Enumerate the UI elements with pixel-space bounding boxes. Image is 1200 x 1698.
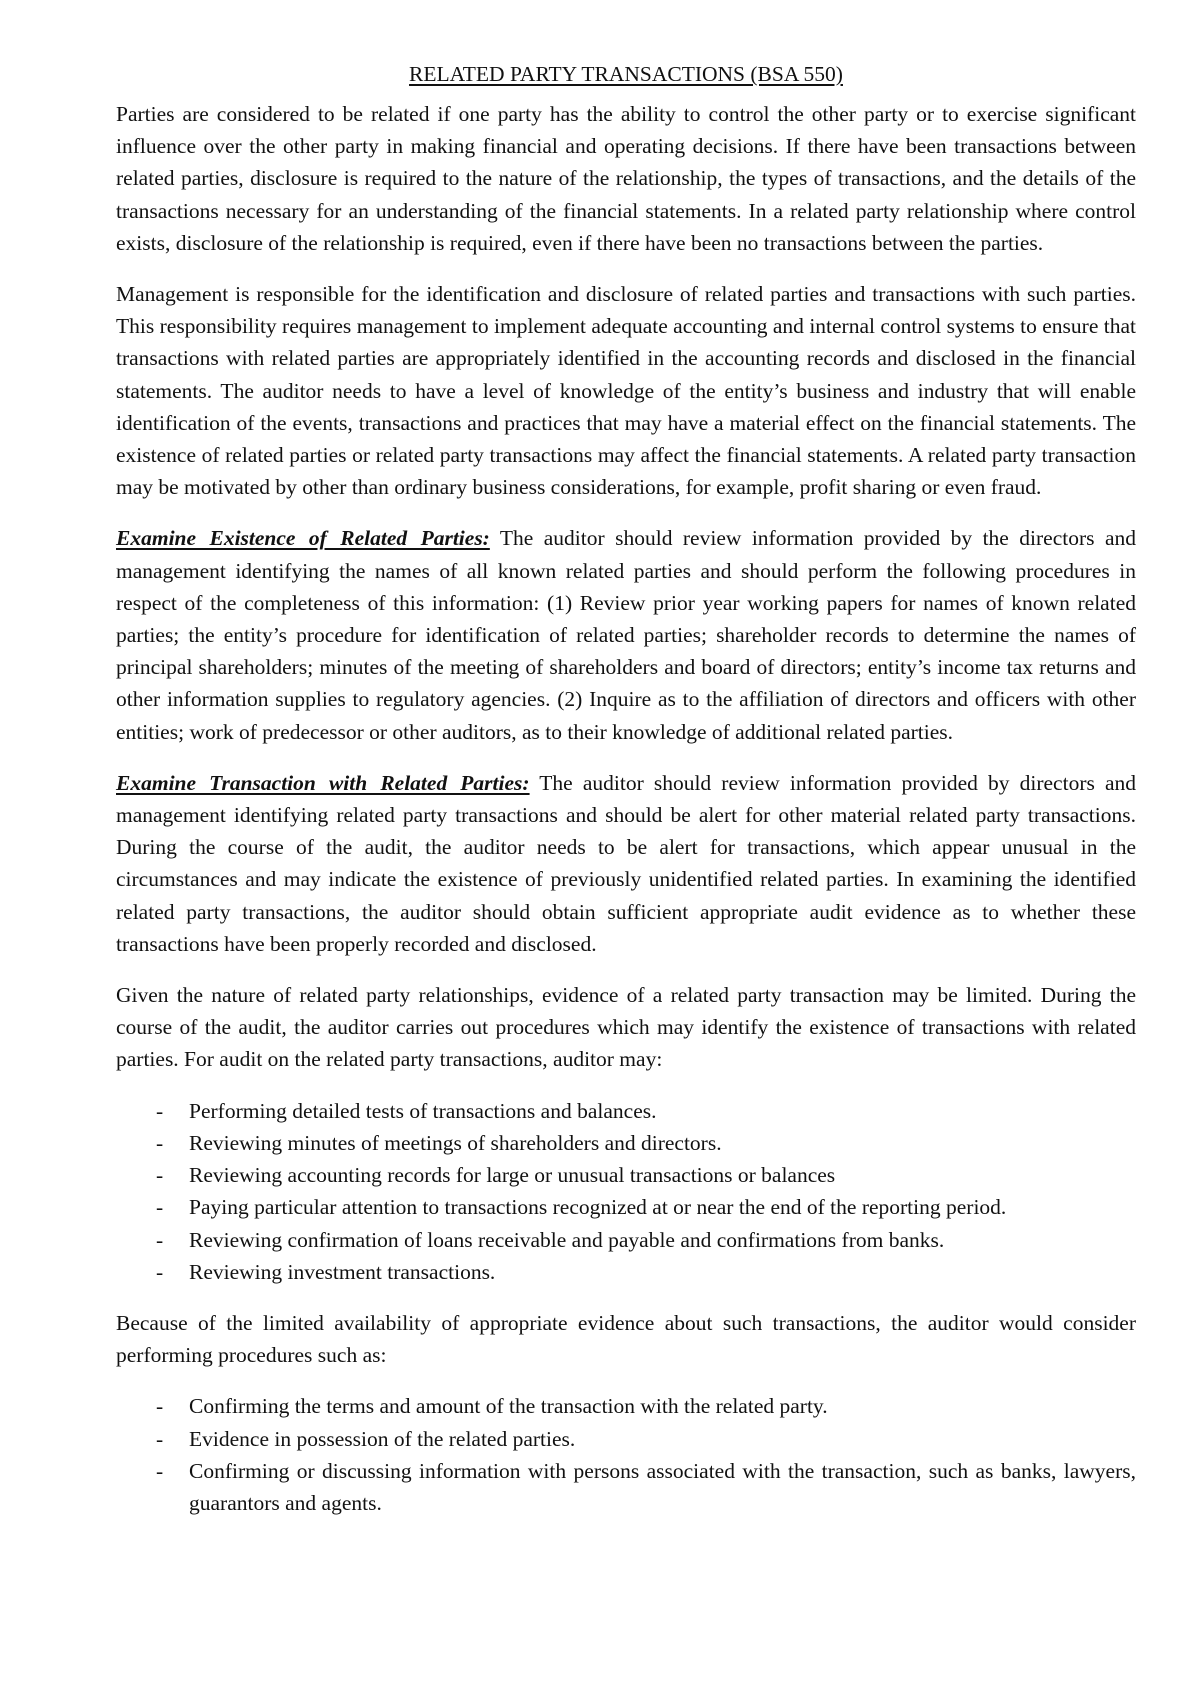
management-paragraph: Management is responsible for the identification and disclosure of related parties and transactions with such parties. This responsibility requires management to implement adequate accounting and internal control systems to ensure that transactions with related parties are appropriately identified in the accounting records and disclosed in the financial statements. The auditor needs to have a level of knowledge of the entity’s business and industry that will enable identification of the events, transactions and practices that may have a material effect on the financial statements. The existence of related parties or related party transactions may affect the financial statements. A related party transaction may be motivated by other than ordinary business considerations, for example, profit sharing or even fraud. <box>116 282 1136 500</box>
evidence-paragraph: Given the nature of related party relationships, evidence of a related party transaction may be limited. During the course of the audit, the auditor carries out procedures which may identify the existence of transactions with related parties. For audit on the related party transactions, auditor may: <box>116 983 1136 1072</box>
list-item: - Confirming or discussing information with persons associated with the transaction, such as banks, lawyers, guarantors and agents. <box>116 1455 1136 1519</box>
list-item: - Reviewing investment transactions. <box>116 1256 1136 1288</box>
limited-evidence-paragraph: Because of the limited availability of appropriate evidence about such transactions, the auditor would consider performing procedures such as: <box>116 1310 1136 1368</box>
intro-paragraph: Parties are considered to be related if one party has the ability to control the other party or to exercise significant influence over the other party in making financial and operating decisions. If there have been transactions between related parties, disclosure is required to the nature of the relationship, the types of transactions, and the details of the transactions necessary for an understanding of the financial statements. In a related party relationship where control exists, disclosure of the relationship is required, even if there have been no transactions between the parties. <box>116 102 1136 255</box>
existence-heading: Examine Existence of Related Parties: <box>116 526 490 551</box>
audit-procedures-list <box>116 1095 1136 1288</box>
list-item: - Reviewing minutes of meetings of shareholders and directors. <box>116 1127 1136 1159</box>
list-item: - Performing detailed tests of transactions and balances. <box>116 1095 1136 1127</box>
dash-bullet: - <box>156 1259 164 1284</box>
dash-bullet: - <box>156 1130 164 1155</box>
list-item: - Reviewing accounting records for large or unusual transactions or balances <box>116 1159 1136 1191</box>
dash-bullet: - <box>156 1098 164 1123</box>
transaction-section <box>116 767 1136 960</box>
dash-bullet: - <box>156 1394 164 1419</box>
dash-bullet: - <box>156 1163 164 1188</box>
document-page <box>116 58 1136 1538</box>
dash-bullet: - <box>156 1195 164 1220</box>
dash-bullet: - <box>156 1458 164 1483</box>
list-item: - Paying particular attention to transactions recognized at or near the end of the reporting period. <box>116 1191 1136 1223</box>
document-title: RELATED PARTY TRANSACTIONS (BSA 550) <box>409 62 843 86</box>
list-item: - Reviewing confirmation of loans receivable and payable and confirmations from banks. <box>116 1224 1136 1256</box>
existence-section <box>116 522 1136 747</box>
dash-bullet: - <box>156 1426 164 1451</box>
transaction-heading: Examine Transaction with Related Parties: <box>116 770 530 795</box>
transaction-body: The auditor should review information provided by directors and management identifying related party transactions and should be alert for other material related party transactions. During the course of the audit, the auditor needs to be alert for transactions, which appear unusual in the circumstances and may indicate the existence of previously unidentified related parties. In examining the identified related party transactions, the auditor should obtain sufficient appropriate audit evidence as to whether these transactions have been properly recorded and disclosed. <box>116 770 1136 956</box>
existence-body: The auditor should review information provided by the directors and management identifying the names of all known related parties and should perform the following procedures in respect of the completeness of this information: (1) Review prior year working papers for names of known related parties; the entity’s procedure for identification of related parties; shareholder records to determine the names of principal shareholders; minutes of the meeting of shareholders and board of directors; entity’s income tax returns and other information supplies to regulatory agencies. (2) Inquire as to the affiliation of directors and officers with other entities; work of predecessor or other auditors, as to their knowledge of additional related parties. <box>116 526 1136 744</box>
list-item: - Evidence in possession of the related parties. <box>116 1423 1136 1455</box>
additional-procedures-list <box>116 1390 1136 1519</box>
list-item: - Confirming the terms and amount of the transaction with the related party. <box>116 1390 1136 1422</box>
dash-bullet: - <box>156 1227 164 1252</box>
